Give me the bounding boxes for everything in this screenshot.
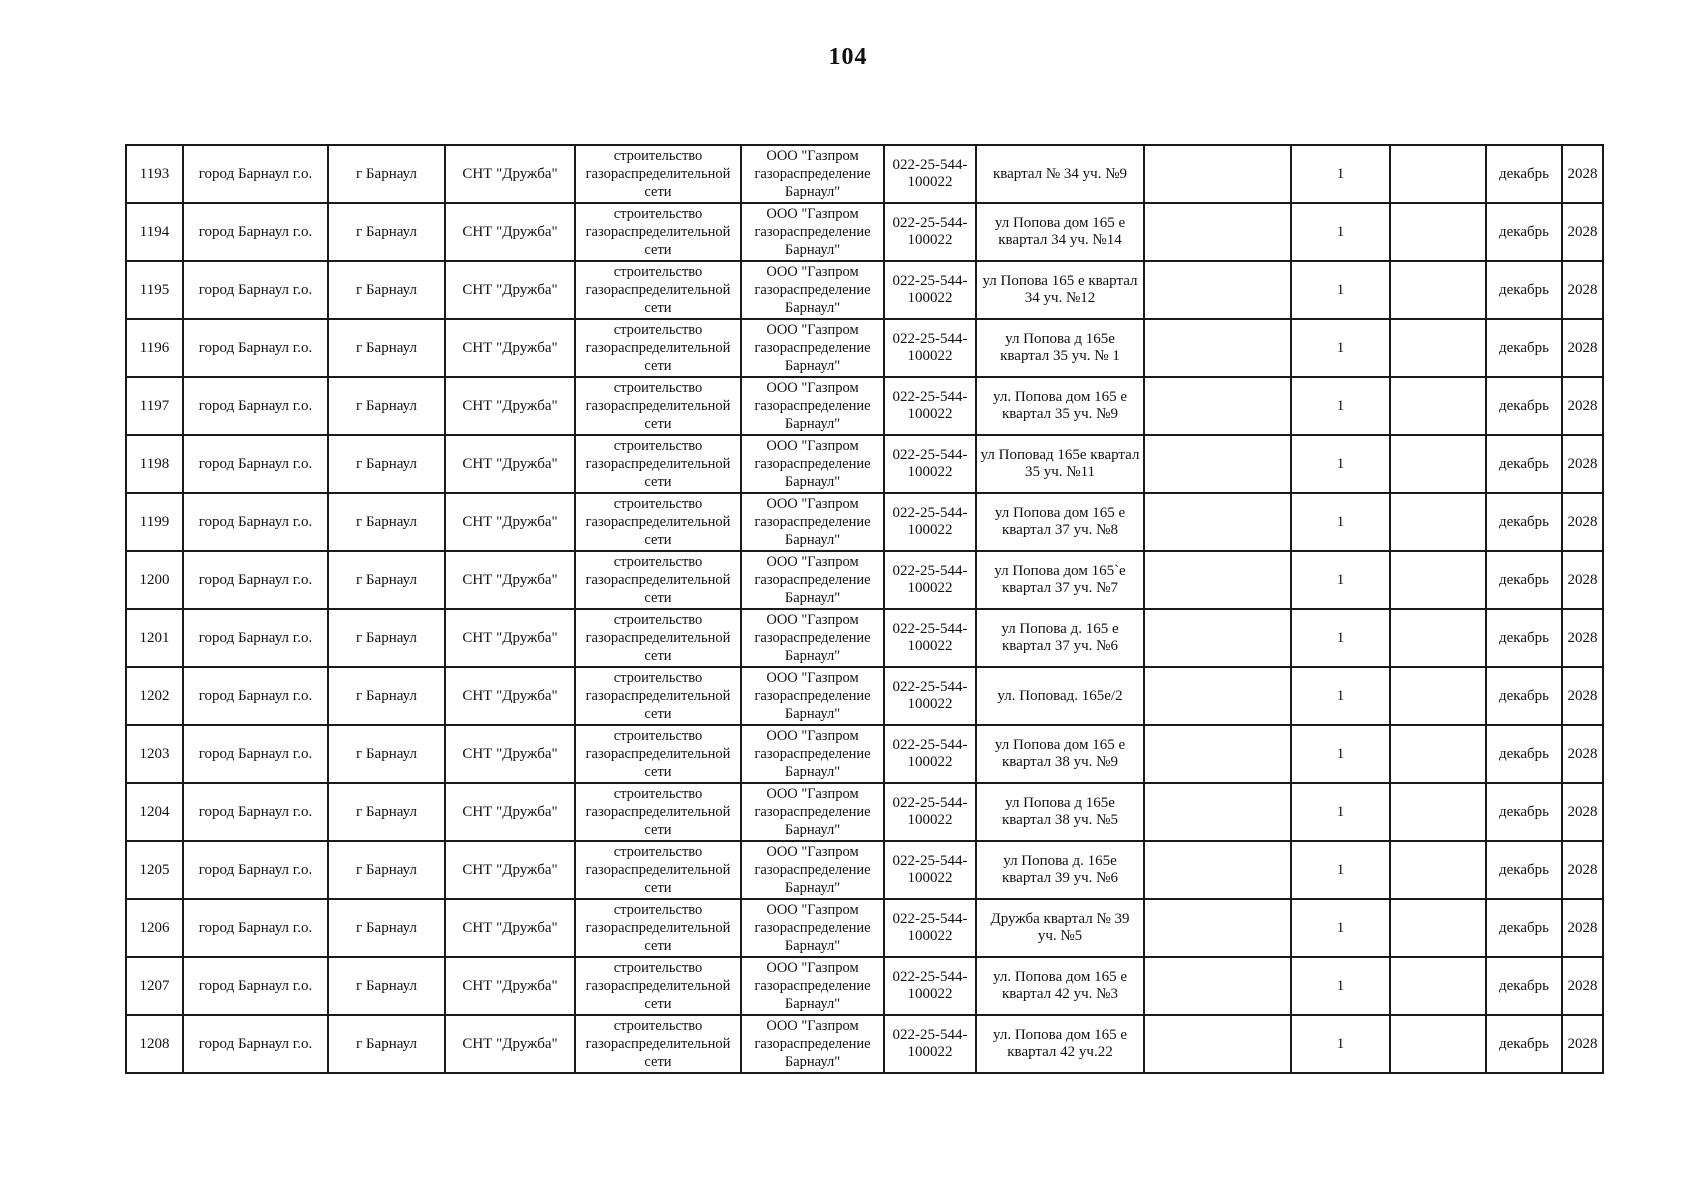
empty-cell [1144,667,1291,725]
address-cell: ул. Поповад. 165е/2 [976,667,1144,725]
table-row [126,203,1603,261]
snt-cell: СНТ "Дружба" [445,609,575,667]
year-cell: 2028 [1562,957,1603,1015]
organization-cell: ООО "Газпром газораспределение Барнаул" [741,667,884,725]
empty-cell [1390,203,1486,261]
address-cell: ул. Попова дом 165 е квартал 42 уч. №3 [976,957,1144,1015]
table-row [126,145,1603,203]
work-type-cell: строительство газораспределительной сети [575,493,741,551]
code-cell: 022-25-544-100022 [884,377,976,435]
work-type-cell: строительство газораспределительной сети [575,841,741,899]
city-cell: г Барнаул [328,377,445,435]
empty-cell [1144,203,1291,261]
address-cell: Дружба квартал № 39 уч. №5 [976,899,1144,957]
municipality-cell: город Барнаул г.о. [183,203,328,261]
quantity-cell: 1 [1291,609,1390,667]
quantity-cell: 1 [1291,319,1390,377]
code-cell: 022-25-544-100022 [884,261,976,319]
row-number-cell: 1204 [126,783,183,841]
work-type-cell: строительство газораспределительной сети [575,899,741,957]
municipality-cell: город Барнаул г.о. [183,493,328,551]
row-number-cell: 1202 [126,667,183,725]
municipality-cell: город Барнаул г.о. [183,551,328,609]
row-number-cell: 1199 [126,493,183,551]
city-cell: г Барнаул [328,203,445,261]
row-number-cell: 1201 [126,609,183,667]
empty-cell [1390,783,1486,841]
empty-cell [1144,841,1291,899]
year-cell: 2028 [1562,551,1603,609]
code-cell: 022-25-544-100022 [884,725,976,783]
empty-cell [1144,377,1291,435]
code-cell: 022-25-544-100022 [884,609,976,667]
address-cell: ул. Попова дом 165 е квартал 35 уч. №9 [976,377,1144,435]
municipality-cell: город Барнаул г.о. [183,609,328,667]
municipality-cell: город Барнаул г.о. [183,957,328,1015]
quantity-cell: 1 [1291,435,1390,493]
year-cell: 2028 [1562,1015,1603,1073]
address-cell: ул Поповад 165е квартал 35 уч. №11 [976,435,1144,493]
address-cell: ул Попова д 165е квартал 35 уч. № 1 [976,319,1144,377]
empty-cell [1390,435,1486,493]
work-type-cell: строительство газораспределительной сети [575,1015,741,1073]
year-cell: 2028 [1562,841,1603,899]
city-cell: г Барнаул [328,667,445,725]
empty-cell [1390,319,1486,377]
empty-cell [1390,609,1486,667]
table-row [126,783,1603,841]
address-cell: ул Попова дом 165 е квартал 34 уч. №14 [976,203,1144,261]
code-cell: 022-25-544-100022 [884,435,976,493]
year-cell: 2028 [1562,725,1603,783]
municipality-cell: город Барнаул г.о. [183,261,328,319]
organization-cell: ООО "Газпром газораспределение Барнаул" [741,841,884,899]
year-cell: 2028 [1562,261,1603,319]
code-cell: 022-25-544-100022 [884,957,976,1015]
month-cell: декабрь [1486,899,1562,957]
year-cell: 2028 [1562,783,1603,841]
table-row [126,319,1603,377]
code-cell: 022-25-544-100022 [884,841,976,899]
year-cell: 2028 [1562,377,1603,435]
city-cell: г Барнаул [328,899,445,957]
organization-cell: ООО "Газпром газораспределение Барнаул" [741,493,884,551]
year-cell: 2028 [1562,609,1603,667]
work-type-cell: строительство газораспределительной сети [575,435,741,493]
city-cell: г Барнаул [328,319,445,377]
empty-cell [1390,145,1486,203]
address-cell: ул Попова дом 165`е квартал 37 уч. №7 [976,551,1144,609]
snt-cell: СНТ "Дружба" [445,203,575,261]
year-cell: 2028 [1562,667,1603,725]
snt-cell: СНТ "Дружба" [445,493,575,551]
snt-cell: СНТ "Дружба" [445,725,575,783]
code-cell: 022-25-544-100022 [884,145,976,203]
gasification-schedule-table [125,144,1604,1074]
empty-cell [1144,551,1291,609]
city-cell: г Барнаул [328,261,445,319]
table-row [126,667,1603,725]
quantity-cell: 1 [1291,493,1390,551]
quantity-cell: 1 [1291,783,1390,841]
work-type-cell: строительство газораспределительной сети [575,551,741,609]
city-cell: г Барнаул [328,435,445,493]
code-cell: 022-25-544-100022 [884,783,976,841]
snt-cell: СНТ "Дружба" [445,841,575,899]
row-number-cell: 1193 [126,145,183,203]
empty-cell [1390,261,1486,319]
row-number-cell: 1196 [126,319,183,377]
code-cell: 022-25-544-100022 [884,667,976,725]
row-number-cell: 1194 [126,203,183,261]
empty-cell [1390,957,1486,1015]
table-body [126,145,1603,1073]
work-type-cell: строительство газораспределительной сети [575,377,741,435]
municipality-cell: город Барнаул г.о. [183,1015,328,1073]
empty-cell [1144,725,1291,783]
row-number-cell: 1208 [126,1015,183,1073]
municipality-cell: город Барнаул г.о. [183,145,328,203]
month-cell: декабрь [1486,261,1562,319]
organization-cell: ООО "Газпром газораспределение Барнаул" [741,203,884,261]
empty-cell [1390,1015,1486,1073]
table-row [126,261,1603,319]
month-cell: декабрь [1486,319,1562,377]
empty-cell [1144,493,1291,551]
work-type-cell: строительство газораспределительной сети [575,667,741,725]
quantity-cell: 1 [1291,667,1390,725]
address-cell: ул Попова д. 165 е квартал 37 уч. №6 [976,609,1144,667]
municipality-cell: город Барнаул г.о. [183,435,328,493]
organization-cell: ООО "Газпром газораспределение Барнаул" [741,899,884,957]
year-cell: 2028 [1562,145,1603,203]
row-number-cell: 1200 [126,551,183,609]
work-type-cell: строительство газораспределительной сети [575,203,741,261]
quantity-cell: 1 [1291,957,1390,1015]
month-cell: декабрь [1486,145,1562,203]
quantity-cell: 1 [1291,551,1390,609]
city-cell: г Барнаул [328,957,445,1015]
municipality-cell: город Барнаул г.о. [183,667,328,725]
code-cell: 022-25-544-100022 [884,319,976,377]
month-cell: декабрь [1486,841,1562,899]
empty-cell [1390,899,1486,957]
quantity-cell: 1 [1291,899,1390,957]
snt-cell: СНТ "Дружба" [445,261,575,319]
row-number-cell: 1206 [126,899,183,957]
table-row [126,493,1603,551]
snt-cell: СНТ "Дружба" [445,319,575,377]
work-type-cell: строительство газораспределительной сети [575,319,741,377]
year-cell: 2028 [1562,435,1603,493]
organization-cell: ООО "Газпром газораспределение Барнаул" [741,261,884,319]
table-row [126,609,1603,667]
organization-cell: ООО "Газпром газораспределение Барнаул" [741,551,884,609]
empty-cell [1144,1015,1291,1073]
city-cell: г Барнаул [328,783,445,841]
work-type-cell: строительство газораспределительной сети [575,783,741,841]
empty-cell [1390,725,1486,783]
month-cell: декабрь [1486,203,1562,261]
quantity-cell: 1 [1291,377,1390,435]
code-cell: 022-25-544-100022 [884,899,976,957]
city-cell: г Барнаул [328,493,445,551]
code-cell: 022-25-544-100022 [884,551,976,609]
municipality-cell: город Барнаул г.о. [183,899,328,957]
row-number-cell: 1205 [126,841,183,899]
empty-cell [1144,609,1291,667]
month-cell: декабрь [1486,377,1562,435]
row-number-cell: 1203 [126,725,183,783]
empty-cell [1144,145,1291,203]
organization-cell: ООО "Газпром газораспределение Барнаул" [741,783,884,841]
organization-cell: ООО "Газпром газораспределение Барнаул" [741,319,884,377]
city-cell: г Барнаул [328,841,445,899]
snt-cell: СНТ "Дружба" [445,783,575,841]
organization-cell: ООО "Газпром газораспределение Барнаул" [741,725,884,783]
organization-cell: ООО "Газпром газораспределение Барнаул" [741,377,884,435]
snt-cell: СНТ "Дружба" [445,957,575,1015]
empty-cell [1390,667,1486,725]
work-type-cell: строительство газораспределительной сети [575,261,741,319]
snt-cell: СНТ "Дружба" [445,435,575,493]
organization-cell: ООО "Газпром газораспределение Барнаул" [741,1015,884,1073]
address-cell: ул. Попова дом 165 е квартал 42 уч.22 [976,1015,1144,1073]
empty-cell [1144,319,1291,377]
page-number: 104 [828,44,868,70]
code-cell: 022-25-544-100022 [884,493,976,551]
snt-cell: СНТ "Дружба" [445,377,575,435]
snt-cell: СНТ "Дружба" [445,667,575,725]
quantity-cell: 1 [1291,145,1390,203]
address-cell: ул Попова д 165е квартал 38 уч. №5 [976,783,1144,841]
city-cell: г Барнаул [328,609,445,667]
year-cell: 2028 [1562,319,1603,377]
snt-cell: СНТ "Дружба" [445,551,575,609]
address-cell: квартал № 34 уч. №9 [976,145,1144,203]
city-cell: г Барнаул [328,1015,445,1073]
table-row [126,899,1603,957]
empty-cell [1390,377,1486,435]
organization-cell: ООО "Газпром газораспределение Барнаул" [741,609,884,667]
code-cell: 022-25-544-100022 [884,1015,976,1073]
work-type-cell: строительство газораспределительной сети [575,725,741,783]
address-cell: ул Попова дом 165 е квартал 38 уч. №9 [976,725,1144,783]
organization-cell: ООО "Газпром газораспределение Барнаул" [741,145,884,203]
municipality-cell: город Барнаул г.о. [183,319,328,377]
work-type-cell: строительство газораспределительной сети [575,957,741,1015]
quantity-cell: 1 [1291,203,1390,261]
empty-cell [1144,261,1291,319]
code-cell: 022-25-544-100022 [884,203,976,261]
table-row [126,551,1603,609]
snt-cell: СНТ "Дружба" [445,899,575,957]
address-cell: ул Попова дом 165 е квартал 37 уч. №8 [976,493,1144,551]
municipality-cell: город Барнаул г.о. [183,783,328,841]
snt-cell: СНТ "Дружба" [445,1015,575,1073]
table-row [126,841,1603,899]
table-row [126,377,1603,435]
empty-cell [1390,493,1486,551]
row-number-cell: 1198 [126,435,183,493]
month-cell: декабрь [1486,551,1562,609]
empty-cell [1390,551,1486,609]
city-cell: г Барнаул [328,551,445,609]
month-cell: декабрь [1486,609,1562,667]
municipality-cell: город Барнаул г.о. [183,725,328,783]
month-cell: декабрь [1486,783,1562,841]
year-cell: 2028 [1562,899,1603,957]
row-number-cell: 1195 [126,261,183,319]
quantity-cell: 1 [1291,1015,1390,1073]
year-cell: 2028 [1562,203,1603,261]
empty-cell [1144,783,1291,841]
month-cell: декабрь [1486,667,1562,725]
table-row [126,435,1603,493]
month-cell: декабрь [1486,435,1562,493]
municipality-cell: город Барнаул г.о. [183,841,328,899]
table-row [126,1015,1603,1073]
city-cell: г Барнаул [328,725,445,783]
month-cell: декабрь [1486,725,1562,783]
row-number-cell: 1197 [126,377,183,435]
year-cell: 2028 [1562,493,1603,551]
work-type-cell: строительство газораспределительной сети [575,609,741,667]
month-cell: декабрь [1486,493,1562,551]
empty-cell [1390,841,1486,899]
quantity-cell: 1 [1291,841,1390,899]
work-type-cell: строительство газораспределительной сети [575,145,741,203]
organization-cell: ООО "Газпром газораспределение Барнаул" [741,957,884,1015]
address-cell: ул Попова 165 е квартал 34 уч. №12 [976,261,1144,319]
municipality-cell: город Барнаул г.о. [183,377,328,435]
empty-cell [1144,435,1291,493]
quantity-cell: 1 [1291,725,1390,783]
quantity-cell: 1 [1291,261,1390,319]
month-cell: декабрь [1486,957,1562,1015]
snt-cell: СНТ "Дружба" [445,145,575,203]
row-number-cell: 1207 [126,957,183,1015]
address-cell: ул Попова д. 165е квартал 39 уч. №6 [976,841,1144,899]
month-cell: декабрь [1486,1015,1562,1073]
empty-cell [1144,957,1291,1015]
city-cell: г Барнаул [328,145,445,203]
table-row [126,725,1603,783]
empty-cell [1144,899,1291,957]
organization-cell: ООО "Газпром газораспределение Барнаул" [741,435,884,493]
table-row [126,957,1603,1015]
